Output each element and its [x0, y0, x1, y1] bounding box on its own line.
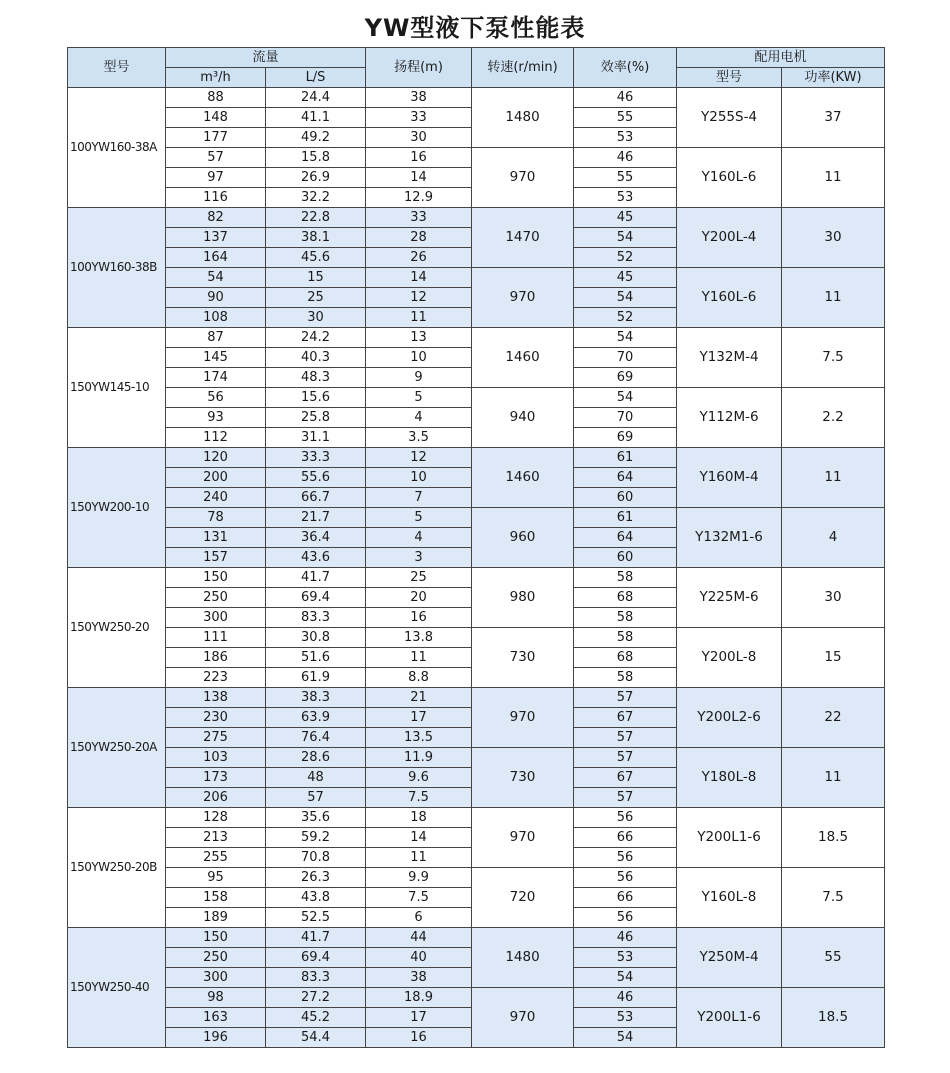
motor-model-cell: Y200L1-6 — [677, 988, 782, 1048]
flow-ls-cell: 25 — [266, 288, 366, 308]
header-flow: 流量 — [166, 48, 366, 68]
flow-ls-cell: 41.7 — [266, 568, 366, 588]
flow-m3h-cell: 78 — [166, 508, 266, 528]
efficiency-cell: 53 — [574, 128, 677, 148]
header-motor-model: 型号 — [677, 68, 782, 88]
table-row — [68, 868, 885, 888]
flow-m3h-cell: 57 — [166, 148, 266, 168]
head-cell: 44 — [366, 928, 472, 948]
efficiency-cell: 58 — [574, 628, 677, 648]
pump-block — [68, 568, 885, 688]
flow-ls-cell: 38.3 — [266, 688, 366, 708]
efficiency-cell: 54 — [574, 228, 677, 248]
flow-ls-cell: 48 — [266, 768, 366, 788]
flow-m3h-cell: 150 — [166, 568, 266, 588]
flow-ls-cell: 61.9 — [266, 668, 366, 688]
motor-model-cell: Y112M-6 — [677, 388, 782, 448]
head-cell: 18.9 — [366, 988, 472, 1008]
head-cell: 11 — [366, 648, 472, 668]
head-cell: 20 — [366, 588, 472, 608]
head-cell: 11 — [366, 308, 472, 328]
efficiency-cell: 46 — [574, 928, 677, 948]
header-model: 型号 — [68, 48, 166, 88]
flow-ls-cell: 83.3 — [266, 608, 366, 628]
pump-block — [68, 328, 885, 448]
flow-ls-cell: 32.2 — [266, 188, 366, 208]
motor-model-cell: Y200L1-6 — [677, 808, 782, 868]
flow-ls-cell: 43.8 — [266, 888, 366, 908]
head-cell: 17 — [366, 1008, 472, 1028]
head-cell: 14 — [366, 168, 472, 188]
flow-ls-cell: 63.9 — [266, 708, 366, 728]
head-cell: 33 — [366, 208, 472, 228]
efficiency-cell: 69 — [574, 368, 677, 388]
efficiency-cell: 55 — [574, 108, 677, 128]
flow-m3h-cell: 120 — [166, 448, 266, 468]
efficiency-cell: 64 — [574, 468, 677, 488]
head-cell: 4 — [366, 528, 472, 548]
motor-power-cell: 30 — [782, 568, 885, 628]
efficiency-cell: 60 — [574, 488, 677, 508]
table-row — [68, 148, 885, 168]
pump-model-cell: 150YW250-20A — [68, 688, 166, 808]
efficiency-cell: 68 — [574, 648, 677, 668]
pump-block — [68, 208, 885, 328]
motor-power-cell: 15 — [782, 628, 885, 688]
head-cell: 7 — [366, 488, 472, 508]
efficiency-cell: 67 — [574, 708, 677, 728]
flow-m3h-cell: 230 — [166, 708, 266, 728]
motor-power-cell: 30 — [782, 208, 885, 268]
flow-ls-cell: 41.1 — [266, 108, 366, 128]
head-cell: 16 — [366, 608, 472, 628]
flow-ls-cell: 66.7 — [266, 488, 366, 508]
head-cell: 40 — [366, 948, 472, 968]
speed-cell: 720 — [472, 868, 574, 928]
head-cell: 13 — [366, 328, 472, 348]
pump-model-cell: 100YW160-38B — [68, 208, 166, 328]
table-row — [68, 208, 885, 228]
head-cell: 3 — [366, 548, 472, 568]
speed-cell: 1460 — [472, 448, 574, 508]
flow-m3h-cell: 131 — [166, 528, 266, 548]
flow-m3h-cell: 163 — [166, 1008, 266, 1028]
efficiency-cell: 46 — [574, 148, 677, 168]
table-row — [68, 808, 885, 828]
pump-block — [68, 688, 885, 808]
flow-m3h-cell: 93 — [166, 408, 266, 428]
flow-ls-cell: 69.4 — [266, 948, 366, 968]
pump-block — [68, 928, 885, 1048]
efficiency-cell: 57 — [574, 748, 677, 768]
efficiency-cell: 54 — [574, 1028, 677, 1048]
flow-m3h-cell: 112 — [166, 428, 266, 448]
efficiency-cell: 53 — [574, 1008, 677, 1028]
motor-power-cell: 11 — [782, 448, 885, 508]
flow-m3h-cell: 138 — [166, 688, 266, 708]
efficiency-cell: 54 — [574, 288, 677, 308]
flow-m3h-cell: 186 — [166, 648, 266, 668]
head-cell: 8.8 — [366, 668, 472, 688]
flow-ls-cell: 22.8 — [266, 208, 366, 228]
flow-m3h-cell: 116 — [166, 188, 266, 208]
head-cell: 4 — [366, 408, 472, 428]
flow-m3h-cell: 148 — [166, 108, 266, 128]
flow-ls-cell: 69.4 — [266, 588, 366, 608]
flow-ls-cell: 49.2 — [266, 128, 366, 148]
head-cell: 38 — [366, 88, 472, 108]
head-cell: 26 — [366, 248, 472, 268]
header-motor-power: 功率(KW) — [782, 68, 885, 88]
motor-model-cell: Y225M-6 — [677, 568, 782, 628]
head-cell: 13.8 — [366, 628, 472, 648]
head-cell: 30 — [366, 128, 472, 148]
flow-m3h-cell: 145 — [166, 348, 266, 368]
head-cell: 9 — [366, 368, 472, 388]
head-cell: 7.5 — [366, 888, 472, 908]
flow-m3h-cell: 82 — [166, 208, 266, 228]
flow-ls-cell: 38.1 — [266, 228, 366, 248]
flow-m3h-cell: 95 — [166, 868, 266, 888]
flow-m3h-cell: 300 — [166, 968, 266, 988]
motor-model-cell: Y200L-8 — [677, 628, 782, 688]
flow-ls-cell: 43.6 — [266, 548, 366, 568]
pump-model-cell: 150YW250-40 — [68, 928, 166, 1048]
efficiency-cell: 54 — [574, 968, 677, 988]
flow-m3h-cell: 103 — [166, 748, 266, 768]
head-cell: 11.9 — [366, 748, 472, 768]
flow-ls-cell: 15.6 — [266, 388, 366, 408]
motor-model-cell: Y180L-8 — [677, 748, 782, 808]
speed-cell: 1480 — [472, 88, 574, 148]
efficiency-cell: 56 — [574, 868, 677, 888]
flow-ls-cell: 30 — [266, 308, 366, 328]
motor-model-cell: Y200L2-6 — [677, 688, 782, 748]
head-cell: 25 — [366, 568, 472, 588]
flow-m3h-cell: 223 — [166, 668, 266, 688]
speed-cell: 980 — [472, 568, 574, 628]
header-efficiency: 效率(%) — [574, 48, 677, 88]
motor-power-cell: 2.2 — [782, 388, 885, 448]
pump-model-cell: 150YW250-20B — [68, 808, 166, 928]
head-cell: 9.9 — [366, 868, 472, 888]
efficiency-cell: 66 — [574, 888, 677, 908]
head-cell: 33 — [366, 108, 472, 128]
speed-cell: 970 — [472, 148, 574, 208]
pump-block — [68, 808, 885, 928]
efficiency-cell: 58 — [574, 608, 677, 628]
flow-ls-cell: 26.3 — [266, 868, 366, 888]
pump-model-cell: 100YW160-38A — [68, 88, 166, 208]
efficiency-cell: 64 — [574, 528, 677, 548]
head-cell: 9.6 — [366, 768, 472, 788]
flow-m3h-cell: 88 — [166, 88, 266, 108]
flow-m3h-cell: 97 — [166, 168, 266, 188]
speed-cell: 940 — [472, 388, 574, 448]
head-cell: 12 — [366, 448, 472, 468]
head-cell: 11 — [366, 848, 472, 868]
flow-ls-cell: 59.2 — [266, 828, 366, 848]
motor-model-cell: Y200L-4 — [677, 208, 782, 268]
table-row — [68, 388, 885, 408]
head-cell: 16 — [366, 148, 472, 168]
flow-m3h-cell: 275 — [166, 728, 266, 748]
motor-model-cell: Y160M-4 — [677, 448, 782, 508]
efficiency-cell: 66 — [574, 828, 677, 848]
head-cell: 5 — [366, 508, 472, 528]
head-cell: 5 — [366, 388, 472, 408]
flow-ls-cell: 35.6 — [266, 808, 366, 828]
flow-m3h-cell: 157 — [166, 548, 266, 568]
flow-m3h-cell: 87 — [166, 328, 266, 348]
header-flow-m3h: m³/h — [166, 68, 266, 88]
flow-m3h-cell: 189 — [166, 908, 266, 928]
efficiency-cell: 45 — [574, 208, 677, 228]
table-row — [68, 88, 885, 108]
flow-ls-cell: 51.6 — [266, 648, 366, 668]
efficiency-cell: 57 — [574, 688, 677, 708]
flow-ls-cell: 52.5 — [266, 908, 366, 928]
table-row — [68, 568, 885, 588]
head-cell: 28 — [366, 228, 472, 248]
flow-m3h-cell: 300 — [166, 608, 266, 628]
flow-ls-cell: 76.4 — [266, 728, 366, 748]
header-motor: 配用电机 — [677, 48, 885, 68]
motor-power-cell: 4 — [782, 508, 885, 568]
motor-model-cell: Y132M1-6 — [677, 508, 782, 568]
speed-cell: 1470 — [472, 208, 574, 268]
motor-power-cell: 18.5 — [782, 988, 885, 1048]
table-row — [68, 448, 885, 468]
efficiency-cell: 54 — [574, 388, 677, 408]
efficiency-cell: 69 — [574, 428, 677, 448]
efficiency-cell: 53 — [574, 948, 677, 968]
header-head: 扬程(m) — [366, 48, 472, 88]
head-cell: 14 — [366, 828, 472, 848]
motor-model-cell: Y255S-4 — [677, 88, 782, 148]
efficiency-cell: 45 — [574, 268, 677, 288]
motor-power-cell: 7.5 — [782, 868, 885, 928]
flow-m3h-cell: 108 — [166, 308, 266, 328]
flow-m3h-cell: 54 — [166, 268, 266, 288]
table-row — [68, 508, 885, 528]
flow-m3h-cell: 98 — [166, 988, 266, 1008]
efficiency-cell: 55 — [574, 168, 677, 188]
speed-cell: 1480 — [472, 928, 574, 988]
pump-model-cell: 150YW145-10 — [68, 328, 166, 448]
flow-ls-cell: 33.3 — [266, 448, 366, 468]
efficiency-cell: 56 — [574, 908, 677, 928]
efficiency-cell: 58 — [574, 668, 677, 688]
motor-power-cell: 11 — [782, 148, 885, 208]
speed-cell: 970 — [472, 808, 574, 868]
header-speed: 转速(r/min) — [472, 48, 574, 88]
table-row — [68, 328, 885, 348]
head-cell: 12.9 — [366, 188, 472, 208]
table-header — [68, 48, 885, 88]
flow-m3h-cell: 158 — [166, 888, 266, 908]
flow-ls-cell: 48.3 — [266, 368, 366, 388]
head-cell: 13.5 — [366, 728, 472, 748]
flow-ls-cell: 36.4 — [266, 528, 366, 548]
motor-power-cell: 22 — [782, 688, 885, 748]
pump-block — [68, 448, 885, 568]
motor-model-cell: Y132M-4 — [677, 328, 782, 388]
pump-model-cell: 150YW250-20 — [68, 568, 166, 688]
efficiency-cell: 46 — [574, 88, 677, 108]
flow-m3h-cell: 173 — [166, 768, 266, 788]
motor-power-cell: 18.5 — [782, 808, 885, 868]
efficiency-cell: 58 — [574, 568, 677, 588]
head-cell: 10 — [366, 468, 472, 488]
flow-ls-cell: 45.2 — [266, 1008, 366, 1028]
efficiency-cell: 52 — [574, 248, 677, 268]
flow-ls-cell: 83.3 — [266, 968, 366, 988]
performance-table — [67, 47, 885, 1048]
flow-m3h-cell: 128 — [166, 808, 266, 828]
speed-cell: 730 — [472, 748, 574, 808]
table-row — [68, 748, 885, 768]
flow-ls-cell: 15 — [266, 268, 366, 288]
flow-ls-cell: 24.2 — [266, 328, 366, 348]
speed-cell: 960 — [472, 508, 574, 568]
flow-m3h-cell: 150 — [166, 928, 266, 948]
motor-model-cell: Y250M-4 — [677, 928, 782, 988]
efficiency-cell: 56 — [574, 808, 677, 828]
motor-power-cell: 37 — [782, 88, 885, 148]
page-title: YW型液下泵性能表 — [364, 14, 586, 42]
efficiency-cell: 56 — [574, 848, 677, 868]
flow-m3h-cell: 213 — [166, 828, 266, 848]
head-cell: 6 — [366, 908, 472, 928]
table-row — [68, 988, 885, 1008]
pump-model-cell: 150YW200-10 — [68, 448, 166, 568]
flow-m3h-cell: 177 — [166, 128, 266, 148]
flow-m3h-cell: 137 — [166, 228, 266, 248]
motor-model-cell: Y160L-6 — [677, 268, 782, 328]
speed-cell: 1460 — [472, 328, 574, 388]
motor-model-cell: Y160L-6 — [677, 148, 782, 208]
flow-ls-cell: 41.7 — [266, 928, 366, 948]
efficiency-cell: 57 — [574, 788, 677, 808]
efficiency-cell: 70 — [574, 408, 677, 428]
flow-ls-cell: 31.1 — [266, 428, 366, 448]
head-cell: 14 — [366, 268, 472, 288]
flow-m3h-cell: 56 — [166, 388, 266, 408]
head-cell: 17 — [366, 708, 472, 728]
efficiency-cell: 52 — [574, 308, 677, 328]
table-row — [68, 268, 885, 288]
speed-cell: 970 — [472, 268, 574, 328]
flow-m3h-cell: 200 — [166, 468, 266, 488]
speed-cell: 970 — [472, 688, 574, 748]
flow-ls-cell: 15.8 — [266, 148, 366, 168]
efficiency-cell: 61 — [574, 508, 677, 528]
efficiency-cell: 70 — [574, 348, 677, 368]
flow-ls-cell: 25.8 — [266, 408, 366, 428]
flow-ls-cell: 45.6 — [266, 248, 366, 268]
efficiency-cell: 54 — [574, 328, 677, 348]
flow-ls-cell: 30.8 — [266, 628, 366, 648]
flow-m3h-cell: 196 — [166, 1028, 266, 1048]
table-row — [68, 928, 885, 948]
head-cell: 12 — [366, 288, 472, 308]
flow-m3h-cell: 174 — [166, 368, 266, 388]
flow-ls-cell: 40.3 — [266, 348, 366, 368]
flow-m3h-cell: 206 — [166, 788, 266, 808]
flow-m3h-cell: 250 — [166, 588, 266, 608]
head-cell: 3.5 — [366, 428, 472, 448]
flow-m3h-cell: 240 — [166, 488, 266, 508]
motor-power-cell: 7.5 — [782, 328, 885, 388]
head-cell: 16 — [366, 1028, 472, 1048]
pump-block — [68, 88, 885, 208]
flow-m3h-cell: 111 — [166, 628, 266, 648]
motor-power-cell: 55 — [782, 928, 885, 988]
head-cell: 18 — [366, 808, 472, 828]
motor-power-cell: 11 — [782, 268, 885, 328]
flow-ls-cell: 27.2 — [266, 988, 366, 1008]
efficiency-cell: 57 — [574, 728, 677, 748]
efficiency-cell: 53 — [574, 188, 677, 208]
head-cell: 38 — [366, 968, 472, 988]
efficiency-cell: 61 — [574, 448, 677, 468]
speed-cell: 730 — [472, 628, 574, 688]
flow-ls-cell: 54.4 — [266, 1028, 366, 1048]
efficiency-cell: 67 — [574, 768, 677, 788]
head-cell: 7.5 — [366, 788, 472, 808]
table-row — [68, 688, 885, 708]
header-flow-ls: L/S — [266, 68, 366, 88]
speed-cell: 970 — [472, 988, 574, 1048]
efficiency-cell: 60 — [574, 548, 677, 568]
flow-m3h-cell: 90 — [166, 288, 266, 308]
flow-ls-cell: 24.4 — [266, 88, 366, 108]
efficiency-cell: 68 — [574, 588, 677, 608]
flow-ls-cell: 70.8 — [266, 848, 366, 868]
motor-power-cell: 11 — [782, 748, 885, 808]
head-cell: 21 — [366, 688, 472, 708]
flow-m3h-cell: 164 — [166, 248, 266, 268]
head-cell: 10 — [366, 348, 472, 368]
motor-model-cell: Y160L-8 — [677, 868, 782, 928]
efficiency-cell: 46 — [574, 988, 677, 1008]
flow-ls-cell: 28.6 — [266, 748, 366, 768]
flow-m3h-cell: 250 — [166, 948, 266, 968]
table-row — [68, 628, 885, 648]
flow-ls-cell: 26.9 — [266, 168, 366, 188]
flow-ls-cell: 21.7 — [266, 508, 366, 528]
flow-ls-cell: 55.6 — [266, 468, 366, 488]
flow-ls-cell: 57 — [266, 788, 366, 808]
flow-m3h-cell: 255 — [166, 848, 266, 868]
